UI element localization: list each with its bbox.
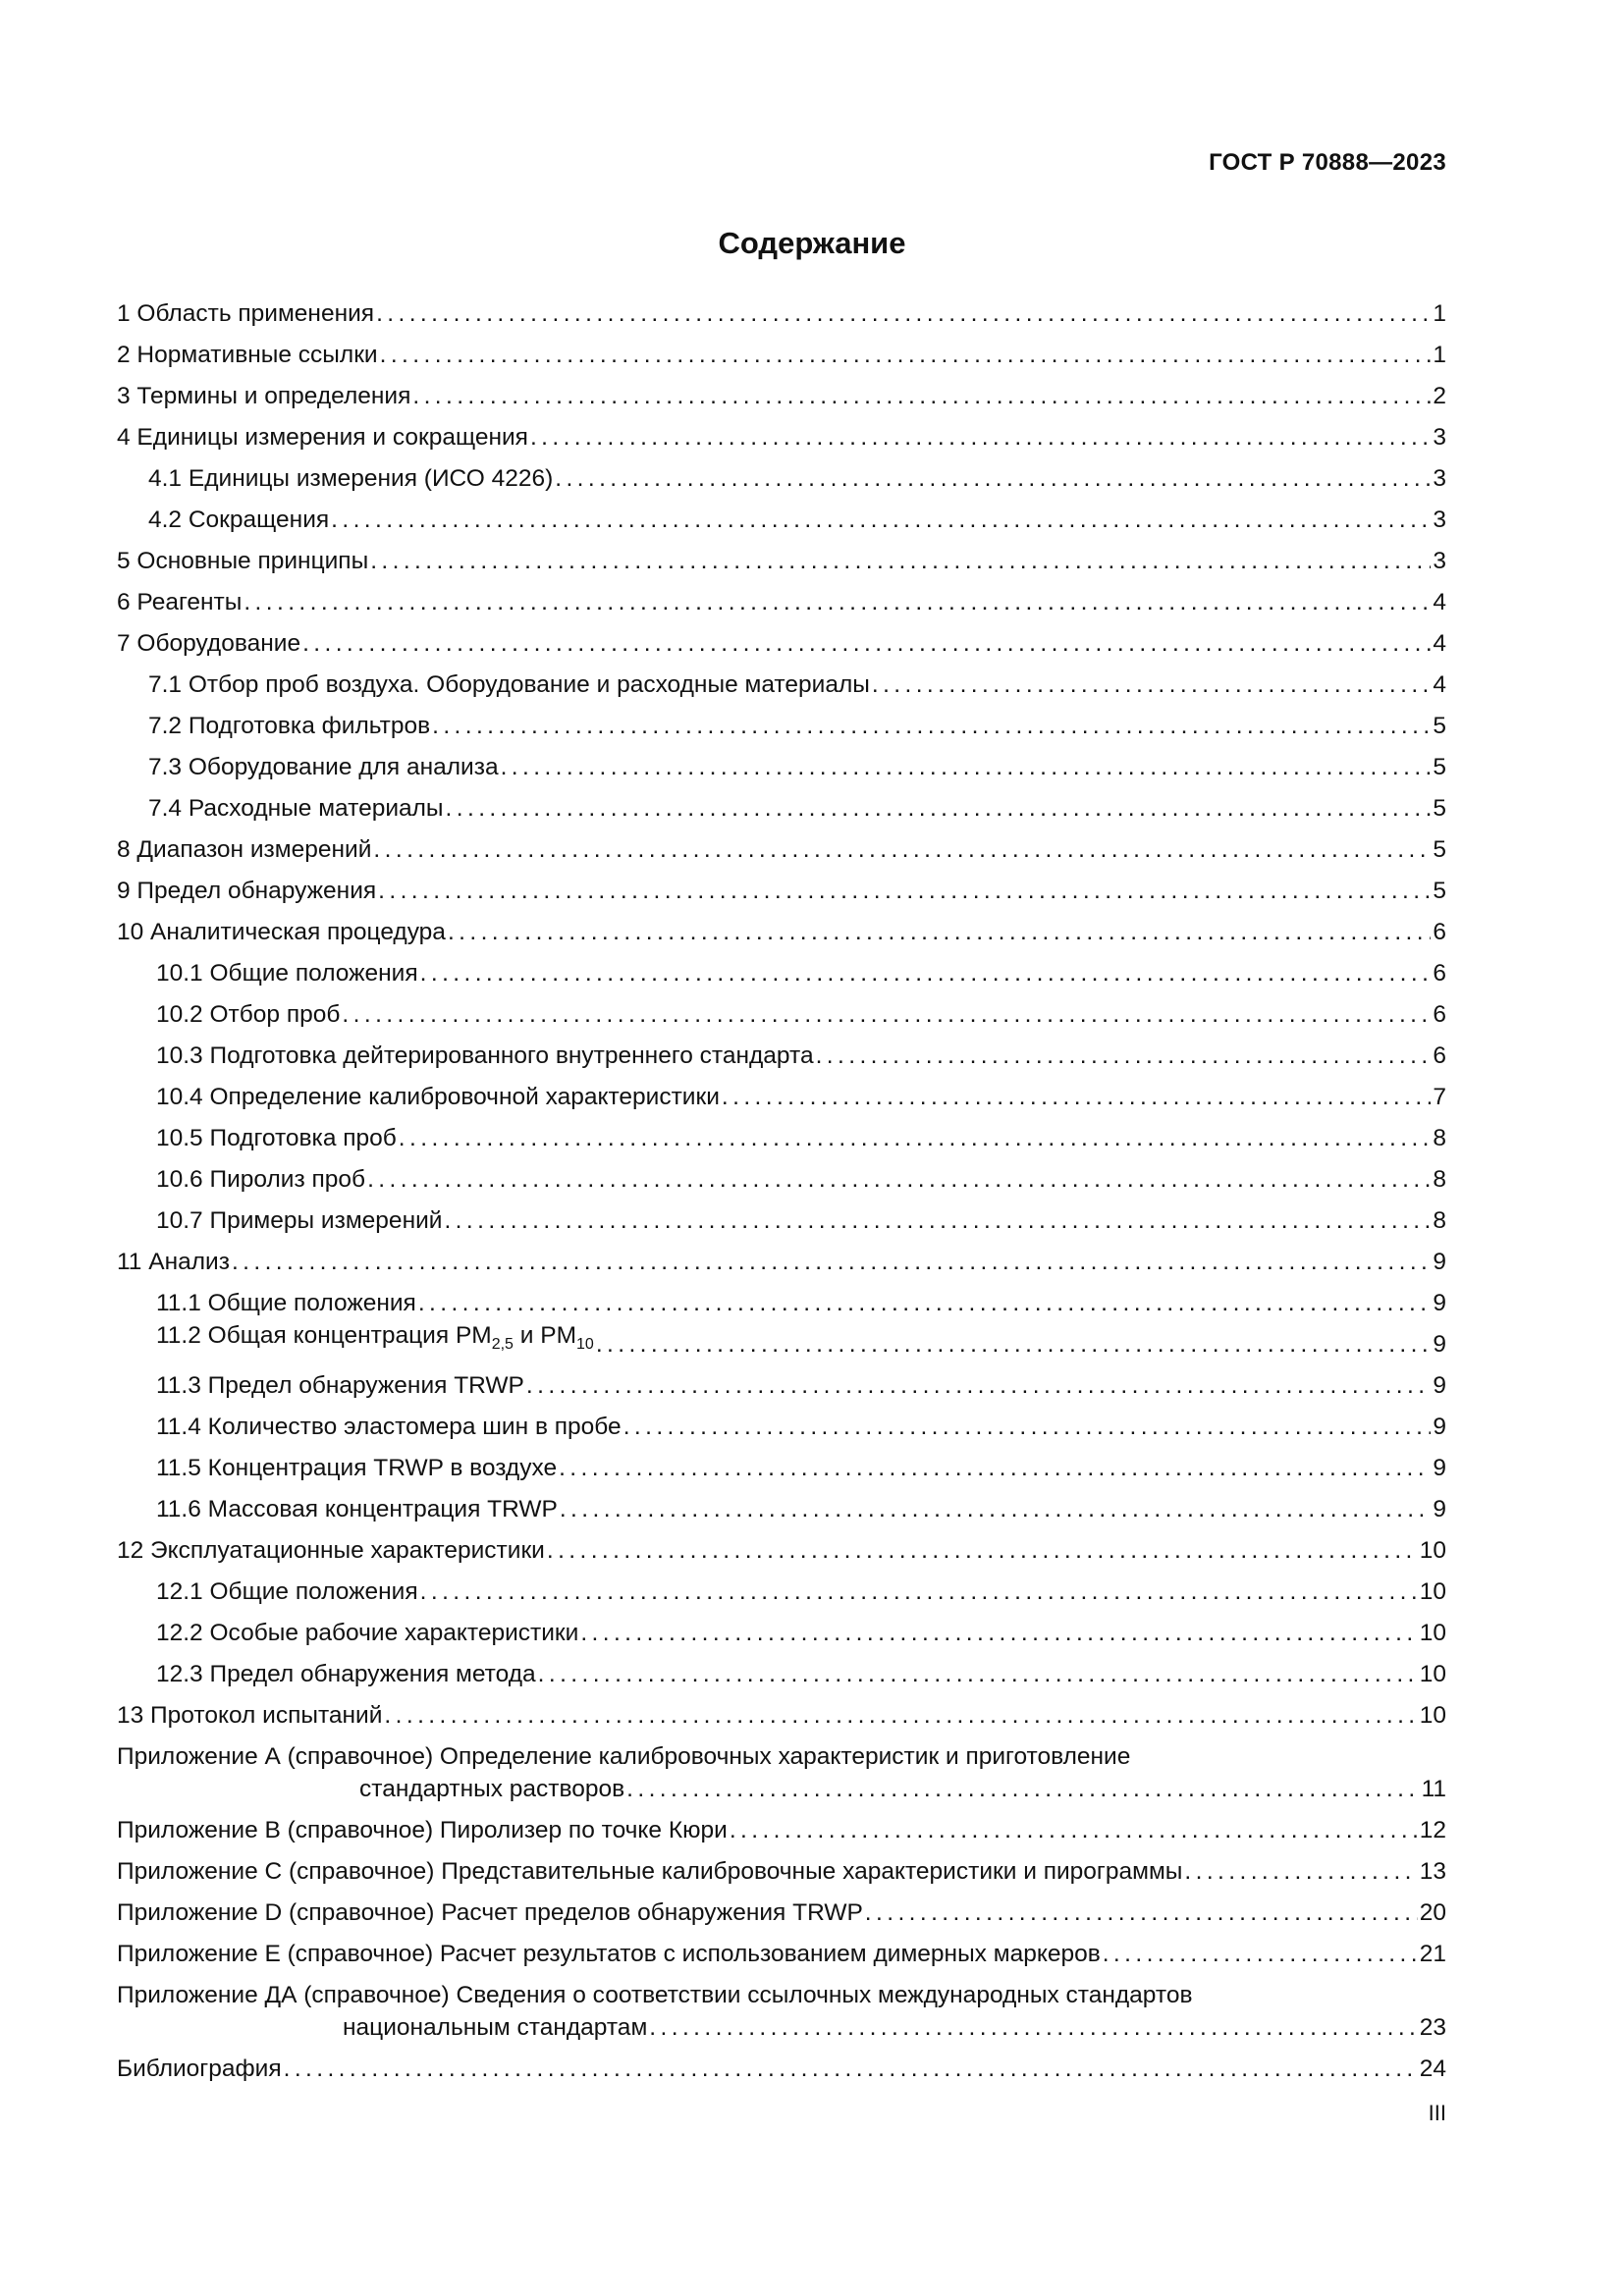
toc-entry-title: 10.6 Пиролиз проб [156, 1166, 366, 1193]
toc-entry[interactable] [117, 1565, 1446, 1606]
toc-entry[interactable] [117, 1276, 1446, 1317]
toc-entry[interactable] [117, 1194, 1446, 1235]
toc-entry-title: 10.7 Примеры измерений [156, 1207, 443, 1234]
toc-entry-page: 3 [1433, 424, 1446, 451]
toc-entry-page: 9 [1433, 1455, 1446, 1481]
toc-entry-page: 9 [1433, 1372, 1446, 1399]
dot-leader [399, 1125, 1432, 1152]
subscript: 10 [576, 1336, 594, 1353]
toc-entry-title-part: 11.2 Общая концентрация PM [156, 1322, 492, 1349]
toc-entry-page: 10 [1419, 1620, 1446, 1646]
toc-entry-page: 5 [1433, 836, 1446, 863]
toc-entry[interactable] [117, 823, 1446, 864]
dot-leader [623, 1414, 1432, 1441]
toc-entry-title: 12.2 Особые рабочие характеристики [156, 1620, 579, 1646]
dot-leader [1103, 1941, 1418, 1968]
toc-entry-title: Приложение Е (справочное) Расчет результатов с использованием димерных маркеров [117, 1941, 1101, 1967]
dot-leader [559, 1455, 1431, 1482]
toc-entry[interactable] [117, 740, 1446, 781]
toc-entry-page: 4 [1433, 630, 1446, 657]
dot-leader [302, 630, 1431, 658]
toc-entry-appendix[interactable] [117, 2042, 1446, 2083]
toc-entry-title: 12.3 Предел обнаружения метода [156, 1661, 536, 1687]
dot-leader [232, 1249, 1431, 1276]
toc-entry-appendix[interactable] [117, 1968, 1446, 2042]
toc-entry-title-line2: стандартных растворов [359, 1776, 625, 1802]
toc-entry[interactable] [117, 1152, 1446, 1194]
toc-entry-title: 7.4 Расходные материалы [148, 795, 444, 822]
toc-entry-page: 10 [1419, 1578, 1446, 1605]
dot-leader [872, 671, 1432, 699]
toc-entry-title: Библиография [117, 2056, 282, 2082]
toc-entry[interactable] [117, 1523, 1446, 1565]
dot-leader [501, 754, 1432, 781]
toc-entry[interactable] [117, 1606, 1446, 1647]
dot-leader [649, 2014, 1417, 2042]
toc-entry-title: Приложение D (справочное) Расчет пределов обнаружения TRWP [117, 1899, 863, 1926]
dot-leader [444, 1207, 1431, 1235]
toc-entry-page: 10 [1419, 1702, 1446, 1729]
toc-entry-page: 8 [1433, 1207, 1446, 1234]
dot-leader [730, 1817, 1418, 1844]
toc-entry-appendix[interactable] [117, 1927, 1446, 1968]
toc-entry-page: 7 [1433, 1084, 1446, 1110]
toc-entry-page: 6 [1433, 1001, 1446, 1028]
toc-entry-title-part: и PM [513, 1322, 577, 1349]
table-of-contents [117, 287, 1446, 2083]
toc-entry-title: Приложение ДА (справочное) Сведения о соответствии ссылочных международных стандартов [117, 1982, 1193, 2008]
toc-entry-page: 5 [1433, 713, 1446, 739]
toc-entry[interactable] [117, 616, 1446, 658]
toc-entry-title: 2 Нормативные ссылки [117, 342, 378, 368]
toc-entry-page: 5 [1433, 795, 1446, 822]
dot-leader [373, 836, 1431, 864]
toc-entry[interactable] [117, 287, 1446, 328]
toc-entry-title: Приложение С (справочное) Представительные калибровочные характеристики и пирограммы [117, 1858, 1183, 1885]
toc-entry[interactable] [117, 1359, 1446, 1400]
toc-entry[interactable] [117, 781, 1446, 823]
dot-leader [378, 878, 1431, 905]
toc-entry[interactable] [117, 864, 1446, 905]
dot-leader [367, 1166, 1431, 1194]
toc-entry[interactable] [117, 905, 1446, 946]
toc-entry-page: 3 [1433, 507, 1446, 533]
toc-entry[interactable] [117, 328, 1446, 369]
toc-entry[interactable] [117, 575, 1446, 616]
toc-entry-page: 4 [1433, 589, 1446, 615]
toc-entry-page: 9 [1433, 1249, 1446, 1275]
toc-entry-title: 13 Протокол испытаний [117, 1702, 383, 1729]
toc-entry[interactable] [117, 1441, 1446, 1482]
toc-entry[interactable] [117, 658, 1446, 699]
toc-entry-page: 9 [1433, 1331, 1446, 1358]
toc-entry-title: 11.5 Концентрация TRWP в воздухе [156, 1455, 558, 1481]
dot-leader [384, 1702, 1417, 1730]
dot-leader [580, 1620, 1417, 1647]
toc-entry-title: 12.1 Общие положения [156, 1578, 418, 1605]
toc-entry[interactable] [117, 1647, 1446, 1688]
dot-leader [1184, 1858, 1417, 1886]
toc-entry-page: 20 [1419, 1899, 1446, 1926]
toc-entry-page: 23 [1419, 2014, 1446, 2041]
dot-leader [432, 713, 1431, 740]
toc-entry[interactable] [117, 1482, 1446, 1523]
toc-entry-page: 6 [1433, 1042, 1446, 1069]
toc-entry[interactable] [117, 493, 1446, 534]
dot-leader [244, 589, 1431, 616]
dot-leader [626, 1776, 1419, 1803]
toc-entry-page: 11 [1421, 1776, 1446, 1802]
toc-entry[interactable] [117, 1111, 1446, 1152]
dot-leader [560, 1496, 1432, 1523]
toc-entry-page: 6 [1433, 919, 1446, 945]
dot-leader [412, 383, 1431, 410]
toc-entry[interactable] [117, 369, 1446, 410]
toc-entry-page: 12 [1419, 1817, 1446, 1843]
dot-leader [420, 960, 1432, 988]
toc-entry-page: 1 [1433, 342, 1446, 368]
toc-entry-title: 8 Диапазон измерений [117, 836, 372, 863]
dot-leader [370, 548, 1431, 575]
toc-entry-page: 10 [1419, 1537, 1446, 1564]
toc-entry[interactable] [117, 452, 1446, 493]
toc-entry-title: 4.2 Сокращения [148, 507, 330, 533]
toc-entry-page: 1 [1433, 300, 1446, 327]
toc-entry-continuation [117, 2009, 1446, 2042]
dot-leader [331, 507, 1431, 534]
toc-entry-title: 10.3 Подготовка дейтерированного внутреннего стандарта [156, 1042, 814, 1069]
toc-entry-page: 6 [1433, 960, 1446, 987]
toc-entry-title: 11.1 Общие положения [156, 1290, 416, 1316]
dot-leader [342, 1001, 1431, 1029]
toc-entry-appendix[interactable] [117, 1886, 1446, 1927]
toc-entry-title: 7 Оборудование [117, 630, 301, 657]
dot-leader [596, 1331, 1432, 1359]
toc-entry-title: 3 Термины и определения [117, 383, 411, 409]
page-number: III [1428, 2101, 1446, 2125]
toc-entry-title: 11.3 Предел обнаружения TRWP [156, 1372, 524, 1399]
toc-entry[interactable] [117, 1029, 1446, 1070]
toc-entry-page: 24 [1419, 2056, 1446, 2082]
toc-entry-title: 7.2 Подготовка фильтров [148, 713, 431, 739]
toc-entry[interactable] [117, 534, 1446, 575]
dot-leader [555, 465, 1431, 493]
toc-entry[interactable] [117, 1235, 1446, 1276]
toc-entry-appendix[interactable] [117, 1803, 1446, 1844]
toc-entry-title: Приложение В (справочное) Пиролизер по точке Кюри [117, 1817, 728, 1843]
toc-entry-title: 10.5 Подготовка проб [156, 1125, 397, 1151]
toc-entry-title: 12 Эксплуатационные характеристики [117, 1537, 545, 1564]
dot-leader [722, 1084, 1431, 1111]
toc-entry-page: 5 [1433, 754, 1446, 780]
toc-entry-title: 10 Аналитическая процедура [117, 919, 446, 945]
toc-entry-page: 9 [1433, 1414, 1446, 1440]
dot-leader [865, 1899, 1418, 1927]
dot-leader [538, 1661, 1418, 1688]
dot-leader [526, 1372, 1431, 1400]
toc-entry-page: 21 [1419, 1941, 1446, 1967]
toc-entry[interactable] [117, 1688, 1446, 1730]
toc-entry-title [156, 1322, 594, 1359]
dot-leader [284, 2056, 1418, 2083]
toc-entry-title: 5 Основные принципы [117, 548, 369, 574]
toc-entry-title: 11.6 Массовая концентрация TRWP [156, 1496, 558, 1522]
toc-entry-appendix[interactable] [117, 1844, 1446, 1886]
toc-entry-title: 9 Предел обнаружения [117, 878, 377, 904]
toc-entry[interactable] [117, 699, 1446, 740]
toc-entry-title: 11.4 Количество эластомера шин в пробе [156, 1414, 622, 1440]
toc-entry-title: 4.1 Единицы измерения (ИСО 4226) [148, 465, 554, 492]
dot-leader [446, 795, 1432, 823]
toc-entry-page: 13 [1419, 1858, 1446, 1885]
toc-entry-page: 10 [1419, 1661, 1446, 1687]
toc-entry-page: 2 [1433, 383, 1446, 409]
dot-leader [376, 300, 1431, 328]
dot-leader [530, 424, 1431, 452]
page-title: Содержание [718, 226, 906, 260]
toc-entry-page: 3 [1433, 465, 1446, 492]
toc-entry-title: 1 Область применения [117, 300, 375, 327]
toc-entry-page: 5 [1433, 878, 1446, 904]
toc-entry[interactable] [117, 1070, 1446, 1111]
toc-entry-title: 10.2 Отбор проб [156, 1001, 341, 1028]
toc-entry-title: 6 Реагенты [117, 589, 243, 615]
dot-leader [816, 1042, 1432, 1070]
toc-entry-title: 10.1 Общие положения [156, 960, 418, 987]
toc-entry-title: 10.4 Определение калибровочной характеристики [156, 1084, 720, 1110]
subscript: 2,5 [491, 1336, 514, 1353]
toc-entry-title: 4 Единицы измерения и сокращения [117, 424, 528, 451]
toc-entry-title: Приложение А (справочное) Определение калибровочных характеристик и приготовление [117, 1743, 1131, 1770]
toc-entry-title-line2: национальным стандартам [343, 2014, 648, 2041]
toc-entry[interactable] [117, 1317, 1446, 1359]
toc-entry-page: 9 [1433, 1496, 1446, 1522]
dot-leader [418, 1290, 1432, 1317]
dot-leader [547, 1537, 1418, 1565]
toc-entry[interactable] [117, 988, 1446, 1029]
document-code: ГОСТ Р 70888—2023 [1209, 149, 1446, 176]
toc-entry[interactable] [117, 1400, 1446, 1441]
dot-leader [448, 919, 1431, 946]
toc-entry-page: 3 [1433, 548, 1446, 574]
toc-entry-page: 8 [1433, 1125, 1446, 1151]
toc-entry-title: 7.3 Оборудование для анализа [148, 754, 499, 780]
toc-entry[interactable] [117, 946, 1446, 988]
toc-entry-title: 7.1 Отбор проб воздуха. Оборудование и расходные материалы [148, 671, 870, 698]
toc-entry[interactable] [117, 410, 1446, 452]
toc-entry-title: 11 Анализ [117, 1249, 230, 1275]
dot-leader [380, 342, 1432, 369]
toc-entry-continuation [117, 1771, 1446, 1803]
dot-leader [420, 1578, 1418, 1606]
toc-entry-page: 8 [1433, 1166, 1446, 1193]
toc-entry-page: 9 [1433, 1290, 1446, 1316]
toc-entry-page: 4 [1433, 671, 1446, 698]
toc-entry-appendix[interactable] [117, 1730, 1446, 1803]
